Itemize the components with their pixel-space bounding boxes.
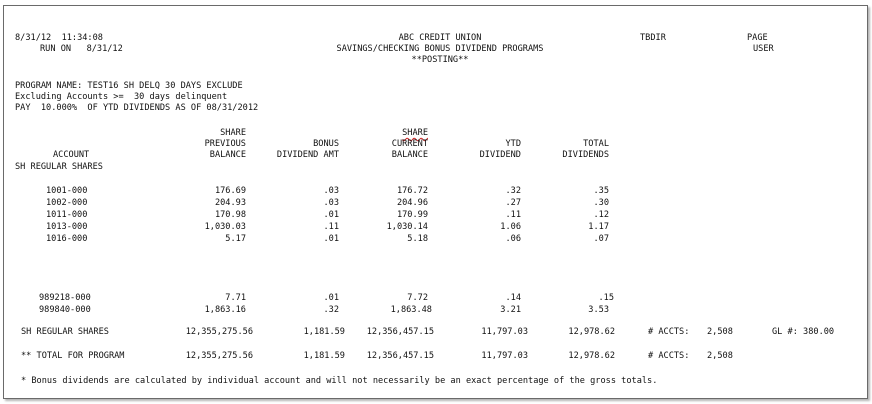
ytd-dividend: 1.06 (500, 222, 521, 232)
program-total-accts-label: # ACCTS: (648, 351, 690, 361)
prev-balance: 170.98 (214, 210, 246, 220)
curr-balance: 1,863.48 (390, 305, 432, 315)
account-number: 1013-000 (46, 222, 88, 232)
user-label: USER (753, 44, 774, 54)
ytd-dividend: 3.21 (500, 305, 521, 315)
org-name: ABC CREDIT UNION (398, 33, 482, 43)
report-title: SAVINGS/CHECKING BONUS DIVIDEND PROGRAMS (336, 44, 544, 54)
prev-balance: 5.17 (225, 234, 246, 244)
bonus-amount: .32 (323, 305, 339, 315)
account-number: 1011-000 (46, 210, 88, 220)
bonus-amount: .01 (323, 293, 339, 303)
col-ytd-line2: DIVIDEND (479, 150, 521, 160)
total-dividends: 3.53 (588, 305, 609, 315)
bonus-amount: .01 (323, 234, 339, 244)
exclude-line: Excluding Accounts >= 30 days delinquent (15, 92, 228, 102)
subtotal-bonus: 1,181.59 (303, 327, 345, 337)
bonus-amount: .01 (323, 210, 339, 220)
subtotal-label: SH REGULAR SHARES (21, 327, 109, 337)
curr-balance: 176.72 (396, 186, 428, 196)
program-total-bonus: 1,181.59 (303, 351, 345, 361)
prev-balance: 1,030.03 (204, 222, 246, 232)
col-curr-line3: BALANCE (391, 150, 428, 160)
subtotal-curr: 12,356,457.15 (366, 327, 434, 337)
col-prev-line2: PREVIOUS (204, 139, 246, 149)
program-total-accts: 2,508 (707, 351, 733, 361)
account-number: 1016-000 (46, 234, 88, 244)
report-datetime: 8/31/12 11:34:08 (15, 33, 103, 43)
subtotal-ytd: 11,797.03 (481, 327, 528, 337)
footnote: * Bonus dividends are calculated by individual account and will not necessarily be an exact percentage of the gross totals. (21, 376, 658, 386)
total-dividends: .35 (593, 186, 609, 196)
prev-balance: 204.93 (214, 198, 246, 208)
col-ytd-line1: YTD (505, 139, 521, 149)
section-label: SH REGULAR SHARES (15, 162, 103, 172)
total-dividends: .30 (593, 198, 609, 208)
ytd-dividend: .11 (505, 210, 521, 220)
run-on-date: RUN ON 8/31/12 (40, 44, 123, 54)
subtotal-accts: 2,508 (707, 327, 733, 337)
prev-balance: 1,863.16 (204, 305, 246, 315)
bonus-amount: .03 (323, 198, 339, 208)
col-total-line1: TOTAL (583, 139, 609, 149)
page-label: PAGE (747, 33, 768, 43)
account-number: 1001-000 (46, 186, 88, 196)
prev-balance: 7.71 (225, 293, 246, 303)
account-number: 989218-000 (39, 293, 91, 303)
posting-label: **POSTING** (411, 55, 469, 65)
subtotal-gl: GL #: 380.00 (772, 327, 835, 337)
bonus-amount: .03 (323, 186, 339, 196)
col-curr-line1: SHARE (402, 128, 428, 138)
ytd-dividend: .14 (505, 293, 521, 303)
col-prev-line3: BALANCE (209, 150, 246, 160)
program-name: PROGRAM NAME: TEST16 SH DELQ 30 DAYS EXCLUDE (15, 81, 243, 91)
col-bonus-line2: DIVIDEND AMT (276, 150, 339, 160)
program-total-total: 12,978.62 (568, 351, 615, 361)
curr-balance: 7.72 (407, 293, 428, 303)
col-account: ACCOUNT (53, 150, 90, 160)
account-number: 989840-000 (39, 305, 91, 315)
curr-balance: 1,030.14 (386, 222, 428, 232)
total-dividends: 1.17 (588, 222, 609, 232)
account-number: 1002-000 (46, 198, 88, 208)
subtotal-total: 12,978.62 (568, 327, 615, 337)
program-total-curr: 12,356,457.15 (366, 351, 434, 361)
col-prev-line1: SHARE (220, 128, 246, 138)
tbdir-label: TBDIR (640, 33, 666, 43)
ytd-dividend: .32 (505, 186, 521, 196)
subtotal-prev: 12,355,275.56 (185, 327, 253, 337)
program-total-prev: 12,355,275.56 (185, 351, 253, 361)
prev-balance: 176.69 (214, 186, 246, 196)
curr-balance: 170.99 (396, 210, 428, 220)
program-total-label: ** TOTAL FOR PROGRAM (21, 351, 125, 361)
col-bonus-line1: BONUS (313, 139, 339, 149)
program-total-ytd: 11,797.03 (481, 351, 528, 361)
total-dividends: .12 (593, 210, 609, 220)
curr-balance: 5.18 (407, 234, 428, 244)
col-curr-line2: CURRENT (391, 139, 428, 149)
curr-balance: 204.96 (396, 198, 428, 208)
ytd-dividend: .27 (505, 198, 521, 208)
subtotal-accts-label: # ACCTS: (648, 327, 690, 337)
col-total-line2: DIVIDENDS (562, 150, 609, 160)
bonus-amount: .11 (323, 222, 339, 232)
total-dividends: .15 (598, 293, 614, 303)
total-dividends: .07 (593, 234, 609, 244)
pay-line: PAY 10.000% OF YTD DIVIDENDS AS OF 08/31/2012 (15, 103, 259, 113)
ytd-dividend: .06 (505, 234, 521, 244)
